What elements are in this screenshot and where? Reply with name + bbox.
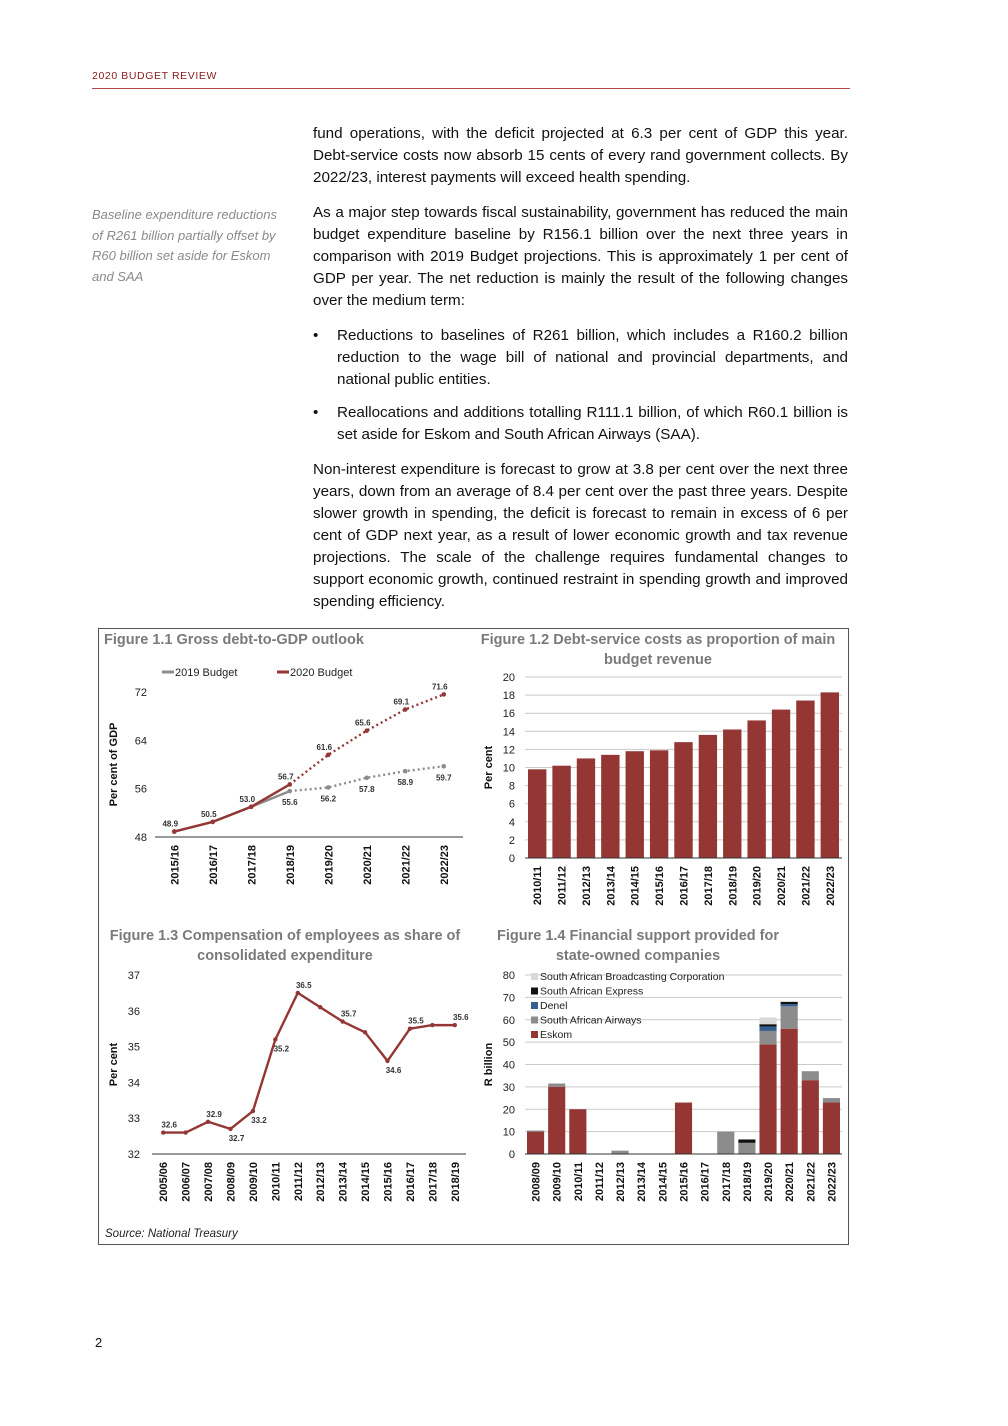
fig4-legend-swatch [531, 988, 538, 995]
fig3-xtick-label: 2014/15 [360, 1162, 373, 1202]
fig1-data-label: 56.7 [277, 772, 294, 782]
running-header: 2020 BUDGET REVIEW [92, 70, 217, 82]
fig2-bar [650, 750, 668, 858]
fig2-bar [577, 758, 595, 858]
fig2-y-axis-title: Per cent [483, 745, 495, 790]
fig3-xtick-label: 2017/18 [427, 1162, 440, 1202]
fig4-bar-segment [569, 1109, 586, 1154]
fig2-bar [626, 751, 644, 858]
fig2-xtick-label: 2010/11 [532, 866, 545, 906]
fig1-data-point [326, 785, 331, 790]
fig2-bar [796, 701, 814, 858]
fig1-series-projection [290, 694, 444, 784]
figure-1-1-title: Figure 1.1 Gross debt-to-GDP outlook [104, 632, 364, 648]
fig4-xtick-label: 2009/10 [551, 1162, 564, 1202]
fig2-ytick-label: 18 [502, 690, 515, 703]
fig4-y-axis-title: R billion [483, 1042, 495, 1087]
fig4-xtick-label: 2012/13 [615, 1162, 628, 1202]
fig3-y-axis-title: Per cent [108, 1042, 120, 1087]
fig3-xtick-label: 2011/12 [292, 1162, 305, 1202]
bullet-text: Reductions to baselines of R261 billion, which includes a R160.2 billion reduction to the wage bill of national and provincial departments, and national public entities. [337, 327, 848, 388]
fig1-data-point [287, 789, 292, 794]
fig2-xtick-label: 2019/20 [751, 866, 764, 906]
fig1-data-point [364, 775, 369, 780]
fig3-xtick-label: 2005/06 [158, 1162, 171, 1202]
fig3-data-point [296, 991, 300, 995]
fig4-xtick-label: 2011/12 [593, 1162, 606, 1202]
fig2-xtick-label: 2016/17 [678, 866, 691, 906]
fig1-data-point [326, 753, 331, 758]
fig4-xtick-label: 2021/22 [805, 1162, 818, 1202]
fig3-data-label: 32.9 [206, 1109, 222, 1119]
fig4-ytick-label: 20 [502, 1104, 515, 1117]
fig4-ytick-label: 80 [502, 970, 515, 982]
fig1-series-line [174, 784, 290, 831]
fig4-bar-segment [781, 1002, 798, 1004]
fig3-data-point [318, 1005, 322, 1009]
fig3-data-point [161, 1130, 165, 1134]
fig1-xtick-label: 2015/16 [169, 845, 182, 885]
fig3-xtick-label: 2016/17 [404, 1162, 417, 1202]
fig1-data-label: 71.6 [431, 682, 448, 692]
fig1-data-label: 61.6 [316, 742, 333, 752]
fig4-bar-segment [802, 1080, 819, 1154]
fig2-bar [601, 755, 619, 858]
fig2-ytick-label: 0 [508, 853, 515, 865]
fig4-ytick-label: 50 [502, 1037, 515, 1050]
fig2-ytick-label: 8 [508, 780, 515, 793]
fig4-bar-segment [781, 1004, 798, 1006]
source-note: Source: National Treasury [105, 1228, 238, 1240]
fig2-xtick-label: 2014/15 [629, 866, 642, 906]
fig2-ytick-label: 20 [502, 672, 515, 684]
page-number: 2 [95, 1335, 103, 1350]
fig3-data-point [363, 1030, 367, 1034]
fig1-data-label: 65.6 [354, 718, 371, 728]
fig4-xtick-label: 2008/09 [530, 1162, 543, 1202]
fig1-data-label: 56.2 [320, 794, 337, 804]
fig4-bar-segment [548, 1087, 565, 1154]
fig4-bar-segment [759, 1018, 776, 1025]
margin-note: Baseline expenditure reductions of R261 billion partially offset by R60 billion set aside for Eskom and SAA [92, 207, 278, 284]
fig4-bar-segment [759, 1026, 776, 1030]
fig3-xtick-label: 2018/19 [449, 1162, 462, 1202]
fig3-data-label: 34.6 [385, 1065, 402, 1075]
fig4-xtick-label: 2016/17 [699, 1162, 712, 1202]
fig1-xtick-label: 2018/19 [284, 845, 297, 885]
fig3-data-point [206, 1120, 210, 1124]
fig1-y-axis-title: Per cent of GDP [108, 722, 120, 807]
figure-1-3-title: Figure 1.3 Compensation of employees as share of consolidated expenditure [109, 928, 461, 964]
fig2-ytick-label: 10 [502, 762, 515, 775]
fig1-ytick-label: 72 [134, 687, 147, 699]
fig4-bar-segment [527, 1131, 544, 1132]
fig4-legend-swatch [531, 1002, 538, 1009]
fig2-xtick-label: 2017/18 [702, 866, 715, 906]
fig4-xtick-label: 2019/20 [763, 1162, 776, 1202]
fig3-ytick-label: 34 [127, 1077, 140, 1090]
fig3-data-label: 32.7 [228, 1133, 245, 1143]
fig4-xtick-label: 2017/18 [720, 1162, 733, 1202]
fig1-xtick-label: 2020/21 [361, 845, 374, 885]
fig3-xtick-label: 2006/07 [180, 1162, 193, 1202]
fig4-bar-segment [781, 1029, 798, 1154]
fig2-ytick-label: 14 [502, 726, 515, 739]
fig3-data-label: 33.2 [251, 1116, 267, 1126]
fig4-xtick-label: 2010/11 [572, 1162, 585, 1202]
fig4-ytick-label: 30 [502, 1081, 515, 1094]
fig4-legend-swatch [531, 1017, 538, 1024]
fig2-xtick-label: 2015/16 [654, 866, 667, 906]
fig4-ytick-label: 60 [502, 1014, 515, 1027]
fig4-bar-segment [738, 1143, 755, 1154]
fig3-data-point [340, 1019, 344, 1023]
fig3-data-label: 35.7 [340, 1009, 357, 1019]
fig4-bar-segment [548, 1084, 565, 1087]
fig4-bar-segment [823, 1098, 840, 1102]
fig2-xtick-label: 2021/22 [800, 866, 813, 906]
fig1-xtick-label: 2019/20 [323, 845, 336, 885]
fig3-data-point [408, 1027, 412, 1031]
fig4-bar-segment [759, 1044, 776, 1154]
fig3-xtick-label: 2015/16 [382, 1162, 395, 1202]
fig4-xtick-label: 2020/21 [784, 1162, 797, 1202]
fig1-xtick-label: 2017/18 [246, 845, 259, 885]
fig2-ytick-label: 12 [502, 744, 515, 757]
fig3-xtick-label: 2012/13 [315, 1162, 328, 1202]
fig3-data-label: 35.2 [273, 1044, 290, 1054]
fig1-series-line [174, 791, 290, 831]
fig4-bar-segment [738, 1139, 755, 1142]
fig4-legend-label: South African Broadcasting Corporation [540, 971, 725, 983]
fig2-xtick-label: 2012/13 [580, 866, 593, 906]
paragraph-2: As a major step towards fiscal sustainability, government has reduced the main budget expenditure baseline by R156.1 billion over the next three years in comparison with 2019 Budget projections. This is approximately 1 per cent of GDP per year. The net reduction is mainly the result of the following changes over the medium term: [313, 204, 848, 309]
fig1-data-label: 69.1 [393, 697, 410, 707]
fig4-bar-segment [781, 1006, 798, 1028]
paragraph-3: Non-interest expenditure is forecast to grow at 3.8 per cent over the next three years, down from an average of 8.4 per cent over the past three years. Despite slower growth in spending, the deficit is forecast to remain in excess of 6 per cent of GDP next year, as a result of lower economic growth and tax revenue projections. The scale of the challenge requires fundamental changes to support economic growth, continued restraint in spending growth and improved spending efficiency. [313, 461, 848, 610]
fig1-ytick-label: 64 [134, 735, 147, 748]
fig1-data-point [172, 829, 177, 834]
fig1-data-point [249, 804, 254, 809]
fig4-ytick-label: 10 [502, 1126, 515, 1139]
fig2-ytick-label: 4 [508, 816, 515, 829]
fig2-bar [821, 692, 839, 858]
fig3-xtick-label: 2008/09 [225, 1162, 238, 1202]
fig3-data-label: 36.5 [295, 980, 312, 990]
fig4-bar-segment [717, 1132, 734, 1154]
fig3-data-label: 35.6 [452, 1013, 469, 1023]
fig1-data-point [287, 782, 292, 787]
fig3-data-label: 35.5 [408, 1016, 424, 1026]
fig4-xtick-label: 2022/23 [826, 1162, 839, 1202]
fig2-bar [747, 720, 765, 858]
fig3-xtick-label: 2013/14 [337, 1162, 350, 1202]
fig1-xtick-label: 2022/23 [438, 845, 451, 885]
fig4-xtick-label: 2013/14 [636, 1162, 649, 1202]
fig4-bar-segment [823, 1103, 840, 1154]
fig4-bar-segment [802, 1071, 819, 1080]
fig3-data-point [273, 1037, 277, 1041]
fig2-bar [552, 766, 570, 858]
fig3-data-label: 32.6 [161, 1120, 178, 1130]
fig1-data-point [210, 820, 215, 825]
fig1-data-label: 57.8 [358, 784, 375, 794]
fig4-legend-swatch [531, 973, 538, 980]
fig4-xtick-label: 2015/16 [678, 1162, 691, 1202]
fig1-ytick-label: 48 [134, 832, 147, 844]
fig4-legend-label: South African Express [540, 985, 644, 998]
fig3-ytick-label: 35 [127, 1041, 140, 1054]
paragraph-1: fund operations, with the deficit projected at 6.3 per cent of GDP this year. Debt-service costs now absorb 15 cents of every rand government collects. By 2022/23, interest payments will exceed health spending. [313, 125, 848, 186]
fig3-ytick-label: 36 [127, 1005, 140, 1018]
fig1-data-label: 55.6 [281, 798, 298, 808]
fig3-xtick-label: 2009/10 [247, 1162, 260, 1202]
fig3-data-point [228, 1127, 232, 1131]
fig1-data-label: 48.9 [162, 819, 179, 829]
fig4-ytick-label: 40 [502, 1059, 515, 1072]
fig4-ytick-label: 0 [508, 1149, 515, 1161]
fig4-xtick-label: 2014/15 [657, 1162, 670, 1202]
fig1-data-point [364, 728, 369, 733]
fig2-bar [723, 729, 741, 858]
fig2-xtick-label: 2011/12 [556, 866, 569, 906]
fig1-xtick-label: 2021/22 [400, 845, 413, 885]
fig3-data-point [251, 1109, 255, 1113]
bullet-marker: • [313, 404, 319, 421]
fig3-xtick-label: 2010/11 [270, 1162, 283, 1202]
fig4-bar-segment [612, 1151, 629, 1154]
fig1-data-point [441, 764, 446, 769]
bullet-text: Reallocations and additions totalling R111.1 billion, of which R60.1 billion is set aside for Eskom and South African Airways (SAA). [337, 404, 848, 443]
fig2-bar [772, 710, 790, 858]
fig1-data-point [403, 707, 408, 712]
fig2-xtick-label: 2013/14 [605, 866, 618, 906]
fig1-data-label: 50.5 [200, 809, 217, 819]
fig1-data-label: 58.9 [397, 778, 414, 788]
fig4-bar-segment [527, 1132, 544, 1154]
fig4-legend-label: South African Airways [540, 1014, 642, 1027]
fig2-ytick-label: 16 [502, 708, 515, 721]
fig1-legend-label: 2019 Budget [175, 667, 238, 679]
figure-1-4-title: Figure 1.4 Financial support provided for state-owned companies [497, 928, 779, 964]
fig4-ytick-label: 70 [502, 992, 515, 1005]
fig1-data-point [441, 692, 446, 697]
fig2-ytick-label: 2 [508, 834, 515, 847]
fig2-xtick-label: 2020/21 [776, 866, 789, 906]
fig4-bar-segment [759, 1031, 776, 1044]
fig2-xtick-label: 2022/23 [824, 866, 837, 906]
fig3-data-point [453, 1023, 457, 1027]
fig1-legend-label: 2020 Budget [290, 667, 353, 679]
fig4-legend-label: Denel [540, 1000, 568, 1012]
fig3-ytick-label: 37 [127, 970, 140, 982]
fig1-data-point [403, 769, 408, 774]
fig2-ytick-label: 6 [508, 798, 515, 811]
fig1-data-label: 59.7 [435, 773, 452, 783]
fig1-data-label: 53.0 [239, 794, 256, 804]
fig4-legend-label: Eskom [540, 1029, 573, 1041]
fig4-bar-segment [675, 1103, 692, 1154]
fig3-data-point [183, 1130, 187, 1134]
fig1-xtick-label: 2016/17 [207, 845, 220, 885]
figure-1-2-title: Figure 1.2 Debt-service costs as proportion of main budget revenue [480, 632, 836, 668]
fig3-xtick-label: 2007/08 [203, 1162, 216, 1202]
bullet-marker: • [313, 327, 319, 344]
fig1-ytick-label: 56 [134, 783, 147, 796]
fig3-data-point [430, 1023, 434, 1027]
fig3-data-point [385, 1059, 389, 1063]
fig3-ytick-label: 33 [127, 1113, 140, 1126]
fig2-xtick-label: 2018/19 [727, 866, 740, 906]
fig4-legend-swatch [531, 1031, 538, 1038]
fig3-ytick-label: 32 [127, 1149, 140, 1161]
fig2-bar [699, 735, 717, 858]
fig2-bar [674, 742, 692, 858]
fig2-bar [528, 769, 546, 858]
fig4-bar-segment [759, 1024, 776, 1026]
fig4-xtick-label: 2018/19 [741, 1162, 754, 1202]
